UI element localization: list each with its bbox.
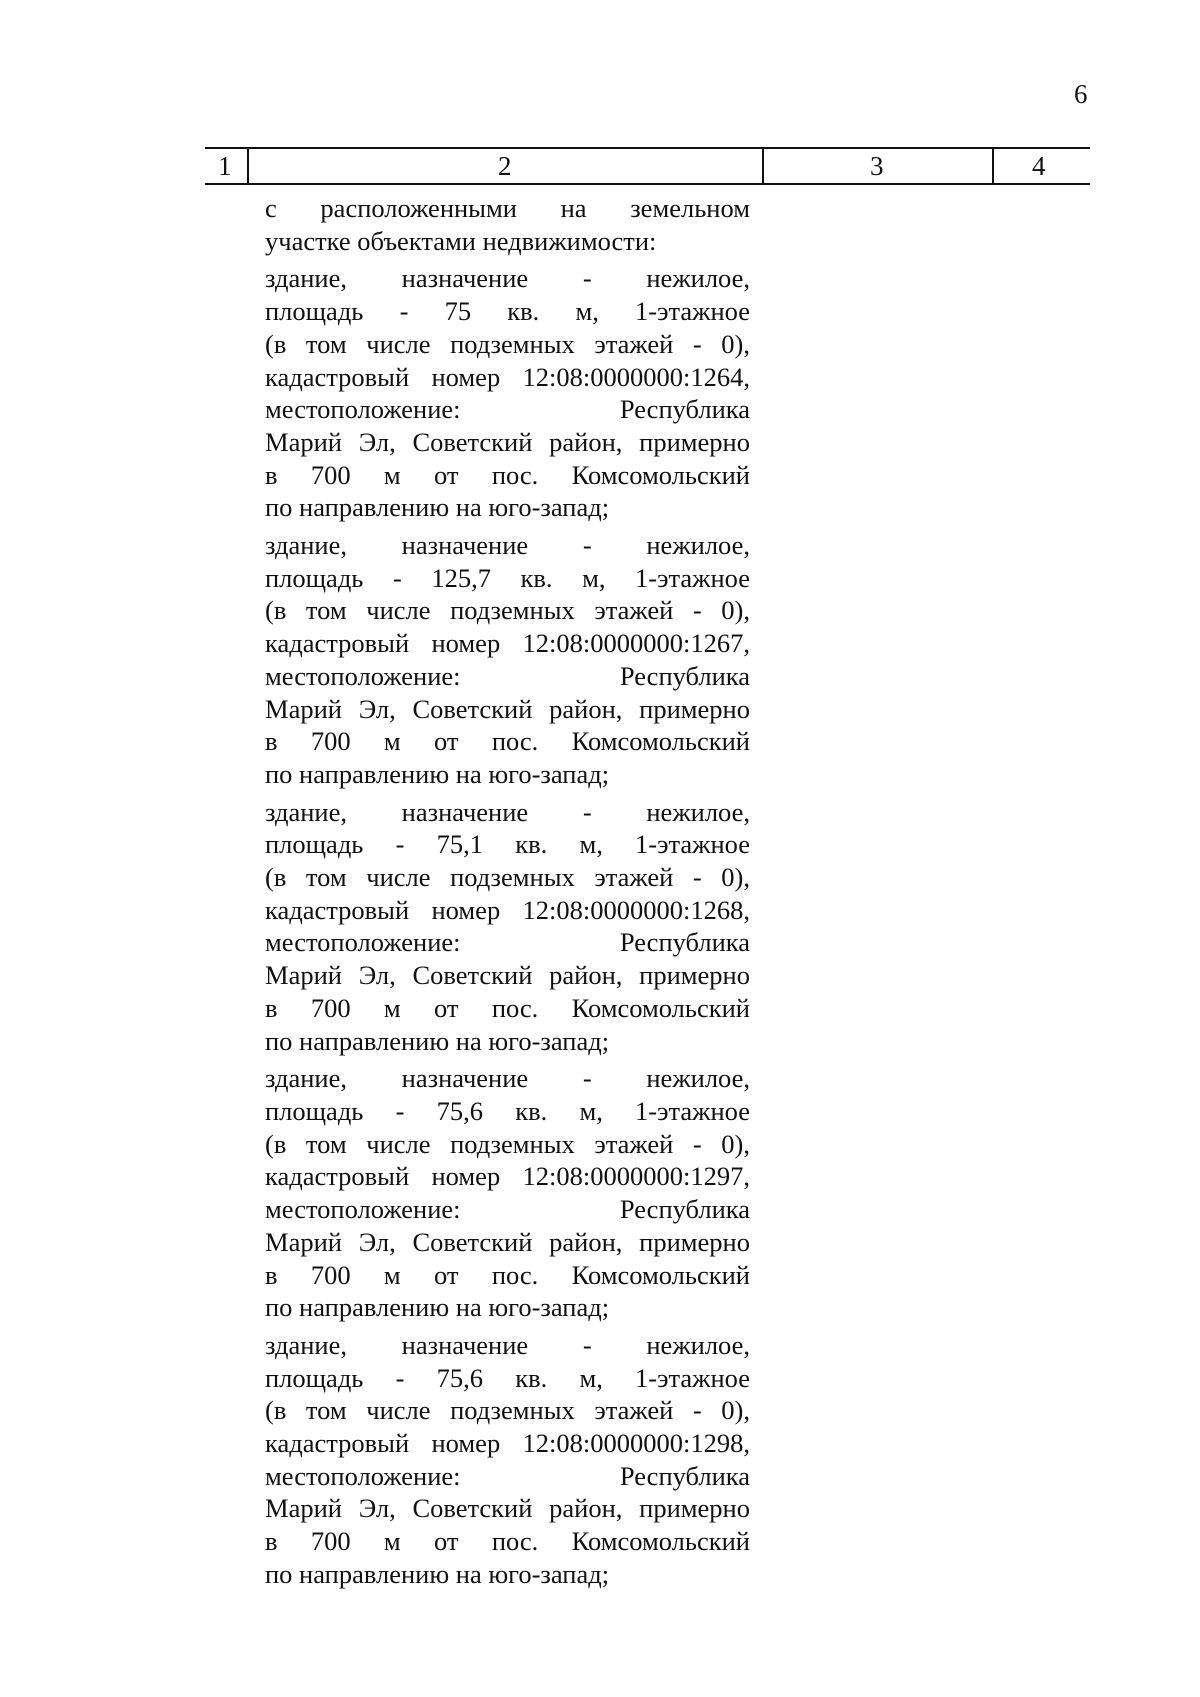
text-line: площадь - 75,6 кв. м, 1-этажное [265,1362,750,1393]
text-line: в 700 м от пос. Комсомольский [265,726,750,757]
text-line: в 700 м от пос. Комсомольский [265,1259,750,1290]
text-line: Марий Эл, Советский район, примерно [265,426,750,457]
text-line: площадь - 125,7 кв. м, 1-этажное [265,562,750,593]
property-description-block [265,262,750,524]
property-description-block [265,1329,750,1591]
text-line: участке объектами недвижимости: [265,225,657,256]
property-description-block [265,529,750,791]
text-line: площадь - 75,1 кв. м, 1-этажное [265,829,750,860]
text-line: местоположение: Республика [265,1460,750,1491]
table-header [205,147,1090,184]
text-line: Марий Эл, Советский район, примерно [265,1226,750,1257]
text-line: в 700 м от пос. Комсомольский [265,459,750,490]
text-line: по направлению на юго-запад; [265,1558,610,1589]
text-line: здание, назначение - нежилое, [265,796,750,827]
text-line: в 700 м от пос. Комсомольский [265,1526,750,1557]
text-line: Марий Эл, Советский район, примерно [265,960,750,991]
header-top-rule [205,147,1090,149]
column-number-3: 3 [870,151,884,181]
text-line: (в том числе подземных этажей - 0), [265,862,750,893]
text-line: по направлению на юго-запад; [265,1025,610,1056]
text-line: по направлению на юго-запад; [265,1292,610,1323]
text-line: площадь - 75,6 кв. м, 1-этажное [265,1095,750,1126]
column-divider [762,147,764,185]
page-number: 6 [1074,79,1088,109]
text-line: кадастровый номер 12:08:0000000:1268, [265,894,750,925]
text-line: кадастровый номер 12:08:0000000:1298, [265,1428,750,1459]
text-line: по направлению на юго-запад; [265,492,610,523]
text-line: здание, назначение - нежилое, [265,1063,750,1094]
text-line: здание, назначение - нежилое, [265,263,750,294]
text-line: местоположение: Республика [265,660,750,691]
text-line: (в том числе подземных этажей - 0), [265,1395,750,1426]
column-divider [247,147,249,185]
text-line: местоположение: Республика [265,394,750,425]
text-line: (в том числе подземных этажей - 0), [265,328,750,359]
text-line: местоположение: Республика [265,927,750,958]
column-number-1: 1 [218,151,232,181]
property-description-block [265,796,750,1058]
text-line: здание, назначение - нежилое, [265,1329,750,1360]
column-number-2: 2 [498,151,512,181]
column-number-4: 4 [1032,151,1046,181]
column-divider [992,147,994,185]
text-line: Марий Эл, Советский район, примерно [265,1493,750,1524]
text-line: площадь - 75 кв. м, 1-этажное [265,296,750,327]
text-line: кадастровый номер 12:08:0000000:1267, [265,628,750,659]
text-line: местоположение: Республика [265,1194,750,1225]
text-line: в 700 м от пос. Комсомольский [265,992,750,1023]
header-bottom-rule [205,183,1090,185]
text-line: Марий Эл, Советский район, примерно [265,693,750,724]
text-line: (в том числе подземных этажей - 0), [265,1128,750,1159]
table-column-2-content [265,192,750,1596]
property-description-block [265,192,750,257]
text-line: кадастровый номер 12:08:0000000:1297, [265,1161,750,1192]
text-line: с расположенными на земельном [265,193,750,223]
property-description-block [265,1062,750,1324]
text-line: здание, назначение - нежилое, [265,530,750,561]
text-line: кадастровый номер 12:08:0000000:1264, [265,361,750,392]
text-line: (в том числе подземных этажей - 0), [265,595,750,626]
text-line: по направлению на юго-запад; [265,758,610,789]
